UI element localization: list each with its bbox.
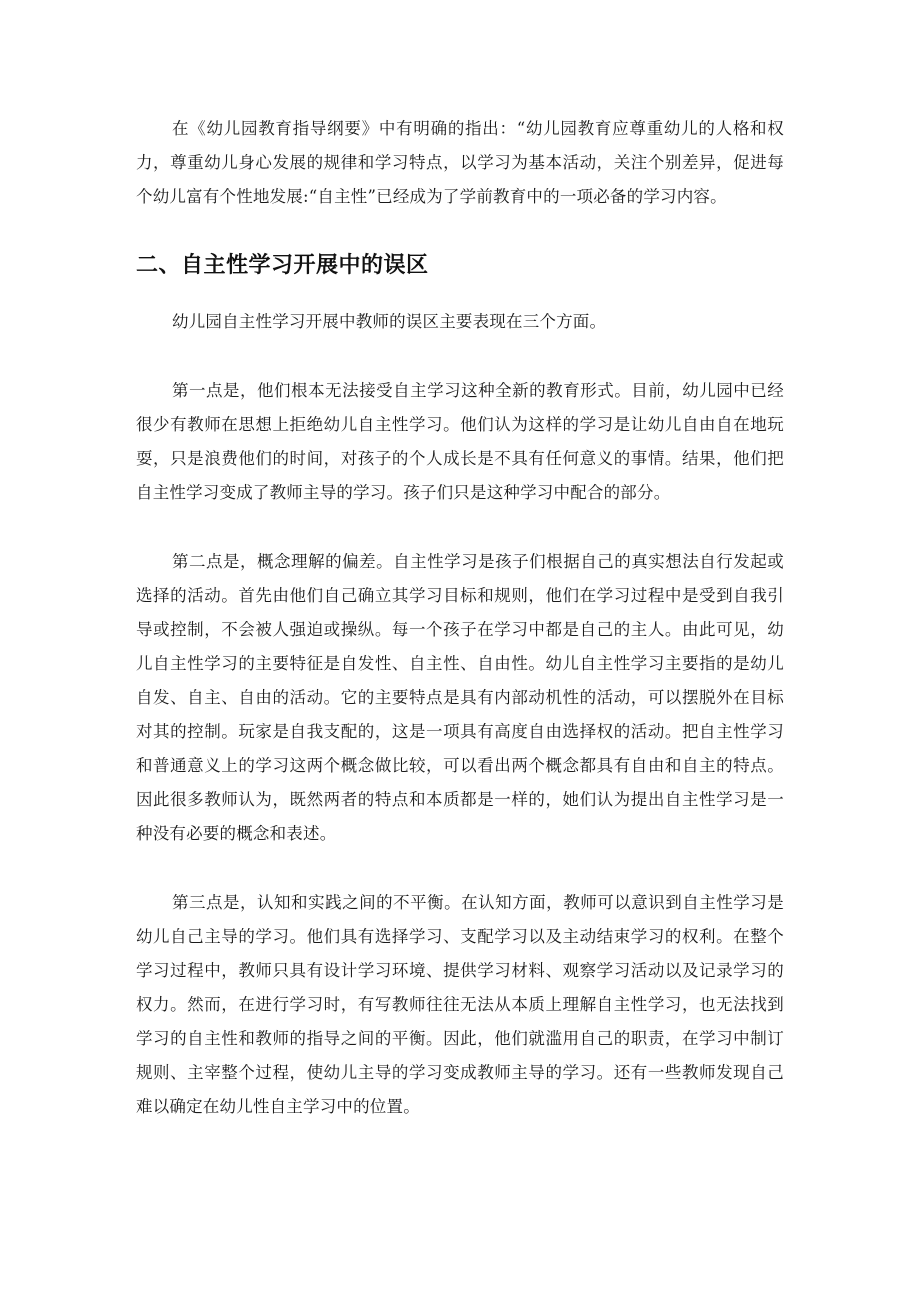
paragraph-overview: 幼儿园自主性学习开展中教师的误区主要表现在三个方面。 [172,312,607,331]
paragraph-point-two: 第二点是，概念理解的偏差。自主性学习是孩子们根据自己的真实想法自行发起或选择的活动。首先由他们自己确立其学习目标和规则，他们在学习过程中是受到自我引导或控制，不会被人强迫或操纵。每一个孩子在学习中都是自己的主人。由此可见，幼儿自主性学习的主要特征是自发性、自主性、自由性。幼儿自主性学习主要指的是幼儿自发、自主、自由的活动。它的主要特点是具有内部动机性的活动，可以摆脱外在目标对其的控制。玩家是自我支配的，这是一项具有高度自由选择权的活动。把自主性学习和普通意义上的学习这两个概念做比较，可以看出两个概念都具有自由和自主的特点。因此很多教师认为，既然两者的特点和本质都是一样的，她们认为提出自主性学习是一种没有必要的概念和表述。 [136,552,784,843]
intro-paragraph: 在《幼儿园教育指导纲要》中有明确的指出：“幼儿园教育应尊重幼儿的人格和权力，尊重幼儿身心发展的规律和学习特点，以学习为基本活动，关注个别差异，促进每个幼儿富有个性地发展:“自主性”已经成为了学前教育中的一项必备的学习内容。 [136,119,784,206]
paragraph-point-one: 第一点是，他们根本无法接受自主学习这种全新的教育形式。目前，幼儿园中已经很少有教师在思想上拒绝幼儿自主性学习。他们认为这样的学习是让幼儿自由自在地玩耍，只是浪费他们的时间，对孩子的个人成长是不具有任何意义的事情。结果，他们把自主性学习变成了教师主导的学习。孩子们只是这种学习中配合的部分。 [136,381,784,502]
paragraph-point-three: 第三点是，认知和实践之间的不平衡。在认知方面，教师可以意识到自主性学习是幼儿自己主导的学习。他们具有选择学习、支配学习以及主动结束学习的权利。在整个学习过程中，教师只具有设计学习环境、提供学习材料、观察学习活动以及记录学习的权力。然而，在进行学习时，有写教师往往无法从本质上理解自主性学习，也无法找到学习的自主性和教师的指导之间的平衡。因此，他们就滥用自己的职责，在学习中制订规则、主宰整个过程，使幼儿主导的学习变成教师主导的学习。还有一些教师发现自己难以确定在幼儿性自主学习中的位置。 [136,893,784,1116]
section-heading: 二、自主性学习开展中的误区 [136,253,429,278]
document-body [136,112,784,1124]
